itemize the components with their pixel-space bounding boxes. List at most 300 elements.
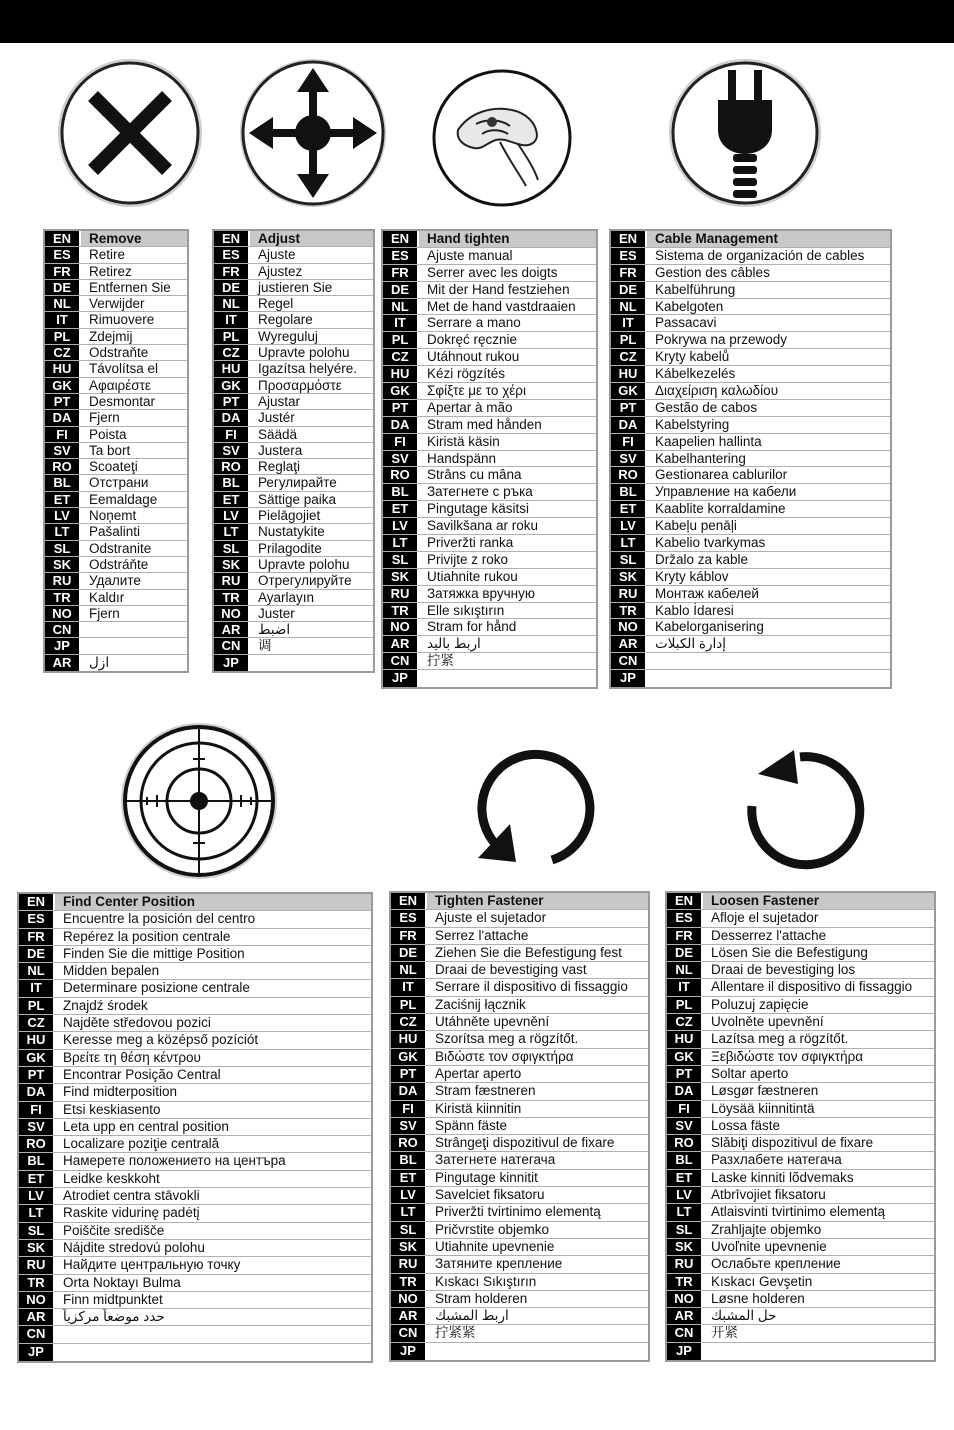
table-row [19,1223,371,1240]
language-code: RU [45,573,81,588]
table-row [391,1014,648,1031]
translation-text: Strângeţi dispozitivul de fixare [435,1135,615,1151]
translation-text: Регулирайте [258,475,337,491]
translation-text: Retirez [89,263,132,279]
translation-text: Затяжка вручную [427,585,535,601]
translation-text: Priveržti ranka [427,535,514,551]
language-code: DA [19,1084,55,1100]
table-row [667,1325,934,1342]
translation-text: 拧紧 [427,653,454,669]
table-row [383,501,596,518]
language-code: GK [45,378,81,393]
table-row [45,378,187,394]
table-row [391,1325,648,1342]
translation-text: Mit der Hand festziehen [427,281,570,297]
language-code: AR [45,655,81,671]
translation-text: Kiristä käsin [427,433,500,449]
translation-text: Удалите [89,573,141,589]
table-row [611,518,890,535]
translation-text: Ajuste el sujetador [435,910,547,926]
language-code: EN [391,893,427,909]
translation-text: Desserrez l'attache [711,927,827,943]
table-header-row [45,231,187,247]
translation-text: Ослабьте крепление [711,1256,841,1272]
translation-text: Kryty káblov [655,568,729,584]
language-code: HU [383,366,419,382]
table-row [383,366,596,383]
language-code: EN [214,231,250,246]
table-row [383,535,596,552]
language-code: SL [45,541,81,556]
translation-text: Utáhněte upevnění [435,1014,550,1030]
language-code: LT [383,535,419,551]
clockwise-arrow-icon [470,748,600,873]
table-row [214,264,373,280]
table-row [611,265,890,282]
translation-text: Handspänn [427,450,497,466]
language-code: PT [45,394,81,409]
language-code: HU [611,366,647,382]
table-row [391,1049,648,1066]
table-row [214,459,373,475]
language-code: ES [19,911,55,927]
translation-text: Encontrar Posição Central [63,1066,221,1082]
table-row [214,410,373,426]
language-code: CN [391,1325,427,1341]
language-code: DA [667,1083,703,1099]
table-row [45,247,187,263]
translation-text: Ajustar [258,393,301,409]
language-code: SV [391,1118,427,1134]
language-code: DE [667,945,703,961]
table-row [667,1118,934,1135]
instruction-title: Remove [81,231,187,246]
language-code: BL [45,475,81,490]
translation-text: Justera [258,442,303,458]
table-row [391,1170,648,1187]
language-code: SV [667,1118,703,1134]
translation-text: Repérez la position centrale [63,928,231,944]
table-row [667,1291,934,1308]
language-code: HU [19,1032,55,1048]
table-row [611,366,890,383]
language-code: NL [45,296,81,311]
translation-text: Retire [89,247,126,263]
translation-text: Leta upp en central position [63,1118,229,1134]
translation-text: Kabelstyring [655,416,730,432]
language-code: FI [19,1102,55,1118]
instruction-title: Loosen Fastener [703,893,934,909]
language-code: DA [214,410,250,425]
language-code: SK [667,1239,703,1255]
language-code: IT [45,312,81,327]
translation-text: Ayarlayın [258,589,315,605]
table-row [391,997,648,1014]
translation-text: 拧紧紧 [435,1325,476,1341]
translation-text: Намерете положението на центъра [63,1153,286,1169]
translation-text [419,670,596,687]
table-row [214,492,373,508]
language-code: LT [611,535,647,551]
table-row [391,1187,648,1204]
language-code: NL [383,299,419,315]
translation-text: Poista [89,426,127,442]
table-row [391,910,648,927]
translation-text: إدارة الكبلات [655,636,727,652]
translation-text: Затяните крепление [435,1256,563,1272]
language-code: NO [391,1291,427,1307]
table-row [45,296,187,312]
translation-text [81,622,187,637]
translation-text: Távolítsa el [89,361,159,377]
language-code: SV [214,443,250,458]
language-code: NO [45,606,81,621]
language-code: DE [214,280,250,295]
table-row [19,1067,371,1084]
language-code: SV [19,1119,55,1135]
table-row [611,501,890,518]
language-code: FR [611,265,647,281]
table-row [45,312,187,328]
table-row [19,1153,371,1170]
instruction-title: Tighten Fastener [427,893,648,909]
table-row [383,349,596,366]
language-code: ET [391,1170,427,1186]
translation-text: Finn midtpunktet [63,1291,163,1307]
table-row [214,427,373,443]
table-row [19,1188,371,1205]
language-code: LV [611,518,647,534]
instruction-title: Cable Management [647,231,890,247]
language-code: BL [214,475,250,490]
translation-text: Найдите центральную точку [63,1257,241,1273]
language-code: HU [45,361,81,376]
translation-text: Find midterposition [63,1084,178,1100]
table-row [214,280,373,296]
crosshair-icon [119,721,279,881]
language-code: RO [611,467,647,483]
table-row [611,400,890,417]
language-code: SL [667,1222,703,1238]
translation-text: Atbrīvojiet fiksatoru [711,1187,826,1203]
translation-text: Lazítsa meg a rögzítőt. [711,1031,849,1047]
translation-text: Atlaisvinti tvirtinimo elementą [711,1204,886,1220]
translation-text: Προσαρμόστε [258,377,342,393]
translation-text: Uvoľnite upevnenie [711,1238,827,1254]
language-code: NO [19,1292,55,1308]
table-row [611,670,890,687]
translation-text: Sistema de organización de cables [655,247,865,263]
translation-text: Eemaldage [89,491,158,507]
language-code: ET [667,1170,703,1186]
language-code: IT [214,312,250,327]
table-row [667,1170,934,1187]
language-code: JP [611,670,647,687]
table-row [667,1083,934,1100]
language-code: ES [383,248,419,264]
table-row [667,1274,934,1291]
table-header-row [383,231,596,248]
table-row [214,394,373,410]
table-row [45,264,187,280]
language-code: GK [667,1049,703,1065]
table-row [391,1031,648,1048]
language-code: AR [391,1308,427,1324]
translation-text: Отстрани [89,475,149,491]
language-code: CZ [383,349,419,365]
translation-text: Regel [258,296,294,312]
language-code: FI [383,434,419,450]
table-row [391,1083,648,1100]
table-row [391,1204,648,1221]
language-code: BL [611,484,647,500]
translation-text: Zrahljajte objemko [711,1221,822,1237]
table-row [214,508,373,524]
table-header-row [391,893,648,910]
translation-text: Kablo İdaresi [655,602,734,618]
table-row [19,1119,371,1136]
translation-text: Stram med hånden [427,416,542,432]
language-code: DE [611,282,647,298]
language-code: NL [667,962,703,978]
translation-text: Serrez l'attache [435,927,529,943]
language-code: FI [391,1101,427,1117]
translation-text: ازل [89,654,110,670]
language-code: CN [19,1326,55,1342]
translation-text: 调 [258,638,272,654]
table-row [383,434,596,451]
table-row [667,1204,934,1221]
table-row [383,586,596,603]
translation-text: Kaablite korraldamine [655,501,786,517]
translation-text: Ajuste [258,247,296,263]
table-row [19,1326,371,1343]
table-row [391,1101,648,1118]
language-code: FR [45,264,81,279]
table-row [214,247,373,263]
language-code: DA [45,410,81,425]
translation-text: Priveržti tvirtinimo elementą [435,1204,601,1220]
table-row [667,1101,934,1118]
table-row [214,345,373,361]
table-row [19,1205,371,1222]
language-code: PL [611,332,647,348]
language-code: EN [45,231,81,246]
language-code: IT [383,315,419,331]
translation-text: Σφίξτε με το χέρι [427,383,526,399]
translation-text: Finden Sie die mittige Position [63,945,245,961]
language-code: AR [214,622,250,637]
language-code: AR [667,1308,703,1324]
translation-text: Midden bepalen [63,963,160,979]
table-row [667,928,934,945]
language-code: RO [391,1135,427,1151]
translation-text: Spänn fäste [435,1117,508,1133]
language-code: RU [667,1256,703,1272]
language-code: TR [383,603,419,619]
table-row [214,475,373,491]
language-code: FR [391,928,427,944]
table-row [45,590,187,606]
table-row [611,653,890,670]
language-code: CZ [45,345,81,360]
table-row [391,1256,648,1273]
table-row [214,443,373,459]
language-code: CZ [19,1015,55,1031]
table-row [214,296,373,312]
translation-text: Затегнете с ръка [427,484,533,500]
translation-text [703,1343,934,1360]
table-row [383,299,596,316]
table-row [611,349,890,366]
table-row [19,946,371,963]
translation-text: Разхлабете натегача [711,1152,842,1168]
table-row [45,638,187,654]
table-header-row [667,893,934,910]
language-code: SV [611,451,647,467]
translation-text: Znajdź środek [63,997,148,1013]
header-bar [0,0,954,43]
translation-text: حدد موضعاً مركزياً [63,1309,165,1325]
table-row [391,1343,648,1360]
table-row [611,417,890,434]
language-code: DE [45,280,81,295]
table-row [667,962,934,979]
table-row [45,573,187,589]
translation-text: اضبط [258,622,291,638]
language-code: SK [19,1240,55,1256]
language-code: FR [214,264,250,279]
table-row [667,910,934,927]
language-code: RU [391,1256,427,1272]
cable-management-translation-table [609,229,892,689]
language-code: RO [214,459,250,474]
translation-text: justieren Sie [258,279,333,295]
language-code: TR [45,590,81,605]
language-code: PT [667,1066,703,1082]
language-code: BL [667,1152,703,1168]
instruction-title: Find Center Position [55,894,371,910]
table-row [667,1135,934,1152]
translation-text: Encuentre la posición del centro [63,911,256,927]
translation-text: Затегнете натегача [435,1152,556,1168]
language-code: SL [611,552,647,568]
table-row [391,962,648,979]
translation-text: Serrare il dispositivo di fissaggio [435,979,628,995]
translation-text: اربط المشبك [435,1308,509,1324]
translation-text [427,1343,648,1360]
language-code: CZ [214,345,250,360]
table-row [667,1049,934,1066]
translation-text: Szorítsa meg a rögzítőt. [435,1031,579,1047]
table-row [667,1152,934,1169]
language-code: BL [383,484,419,500]
translation-text: Stram for hånd [427,619,517,635]
table-row [19,1015,371,1032]
language-code: SV [45,443,81,458]
translation-text: Raskite vidurinę padėtį [63,1205,200,1221]
table-row [45,459,187,475]
table-row [19,1050,371,1067]
table-row [19,1171,371,1188]
table-row [19,963,371,980]
language-code: BL [391,1152,427,1168]
translation-text: Kiristä kiinnitin [435,1100,522,1116]
table-row [19,1344,371,1361]
translation-text: Pingutage kinnitit [435,1169,538,1185]
table-row [383,636,596,653]
language-code: EN [667,893,703,909]
language-code: SV [383,451,419,467]
table-row [45,410,187,426]
translation-text: Kabelhantering [655,450,746,466]
table-row [611,332,890,349]
table-row [45,329,187,345]
language-code: GK [383,383,419,399]
language-code: HU [391,1031,427,1047]
table-row [611,569,890,586]
table-row [19,1240,371,1257]
language-code: EN [383,231,419,247]
language-code: PL [19,998,55,1014]
table-row [383,467,596,484]
language-code: IT [19,980,55,996]
table-row [383,400,596,417]
table-row [667,1239,934,1256]
language-code: DA [391,1083,427,1099]
instruction-title: Hand tighten [419,231,596,247]
language-code: PL [391,997,427,1013]
translation-text: Serrare a mano [427,315,521,331]
language-code: DE [383,282,419,298]
translation-text: Desmontar [89,393,156,409]
x-mark-icon [55,56,205,211]
translation-text: Noņemt [89,508,137,524]
language-code: CZ [391,1014,427,1030]
language-code: CN [383,653,419,669]
language-code: TR [391,1274,427,1290]
language-code: RU [214,573,250,588]
table-row [383,552,596,569]
translation-text: Igazítsa helyére. [258,361,358,377]
translation-text: Reglaţi [258,459,301,475]
table-row [611,552,890,569]
translation-text: Odstráňte [89,556,149,572]
translation-text: Pričvrstite objemko [435,1221,550,1237]
language-code: DA [611,417,647,433]
loosen-fastener-translation-table [665,891,936,1362]
translation-text: Säädä [258,426,298,442]
tighten-fastener-translation-table [389,891,650,1362]
translation-text: Løsne holderen [711,1290,805,1306]
translation-text: Verwijder [89,296,145,312]
table-row [383,248,596,265]
table-row [45,394,187,410]
language-code: NO [611,619,647,635]
translation-text: حل المشبك [711,1308,777,1324]
table-row [45,622,187,638]
translation-text: Pielāgojiet [258,508,321,524]
translation-text: Ta bort [89,442,131,458]
hand-tighten-translation-table [381,229,598,689]
table-row [667,1031,934,1048]
table-row [45,427,187,443]
table-row [611,484,890,501]
translation-text [55,1344,371,1361]
translation-text [81,638,187,653]
table-row [391,1066,648,1083]
translation-text: Kabelio tvarkymas [655,535,766,551]
